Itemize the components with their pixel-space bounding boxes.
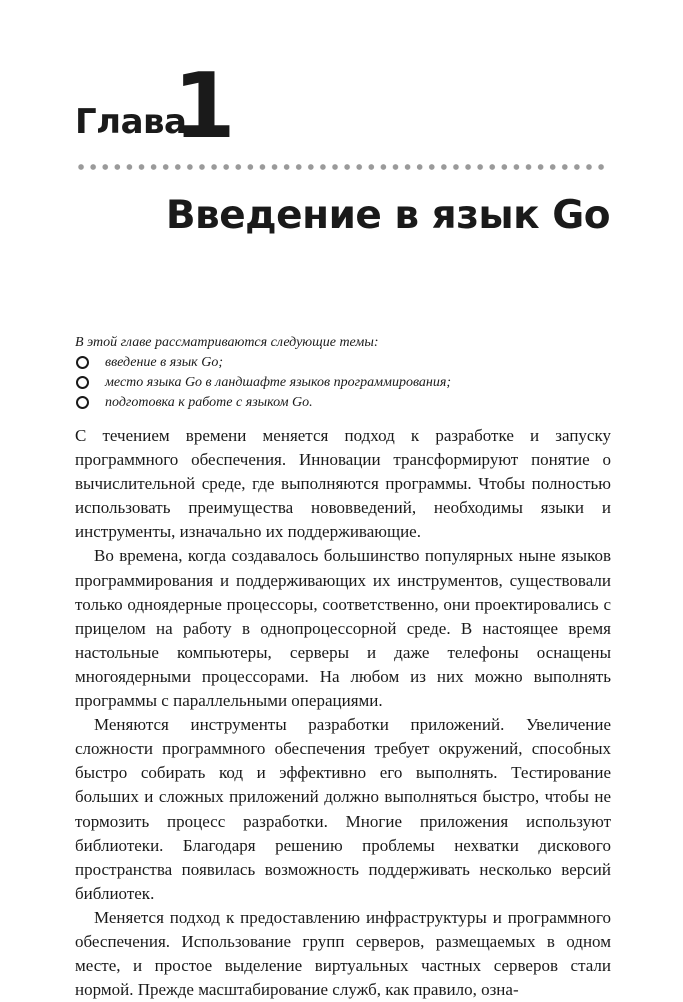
chapter-topics [75, 333, 610, 413]
topic-text: место языка Go в ландшафте языков программирования; [105, 375, 452, 390]
paragraph: Меняется подход к предоставлению инфраструктуры и программного обеспечения. Использование групп серверов, размещаемых в одном месте, и простое выделение виртуальных частных серверов стали нормой. Прежде масштабирование служб, как правило, озна- [75, 907, 611, 1000]
topic-item [75, 393, 610, 413]
chapter-number: 1 [173, 54, 236, 159]
paragraph: Во времена, когда создавалось большинство популярных ныне языков программирования и поддерживающих их инструментов, существовали только одноядерные процессоры, соответственно, они проектировались с прицелом на работу в однопроцессорной среде. В настоящее время настольные компьютеры, серверы и даже телефоны оснащены многоядерными процессорами. На любом из них можно выполнять программы с параллельными операциями. [75, 546, 611, 711]
paragraph: Меняются инструменты разработки приложений. Увеличение сложности программного обеспечения требует окружений, способных быстро собирать код и эффективно его выполнять. Тестирование больших и сложных приложений должно выполняться быстро, чтобы не тормозить процесс разработки. Многие приложения используют библиотеки. Благодаря решению проблемы нехватки дискового пространства появилась возможность поддерживать несколько версий библиотек. [75, 715, 611, 903]
topic-item [75, 373, 610, 393]
chapter-label: Глава [75, 102, 187, 142]
dotted-divider [75, 163, 610, 171]
circle-bullet-icon [76, 396, 89, 409]
topic-item [75, 353, 610, 373]
circle-bullet-icon [76, 376, 89, 389]
topic-text: подготовка к работе с языком Go. [105, 395, 313, 410]
circle-bullet-icon [76, 356, 89, 369]
body-text [75, 424, 611, 1002]
chapter-title: Введение в язык Go [165, 193, 610, 238]
topic-text: введение в язык Go; [105, 355, 223, 370]
chapter-heading [75, 54, 610, 159]
paragraph: С течением времени меняется подход к разработке и запуску программного обеспечения. Инновации трансформируют понятие о вычислительной среде, где выполняются программы. Чтобы полностью использовать преимущества нововведений, необходимы языки и инструменты, изначально их поддерживающие. [75, 426, 611, 542]
topics-intro: В этой главе рассматриваются следующие темы: [75, 335, 379, 350]
